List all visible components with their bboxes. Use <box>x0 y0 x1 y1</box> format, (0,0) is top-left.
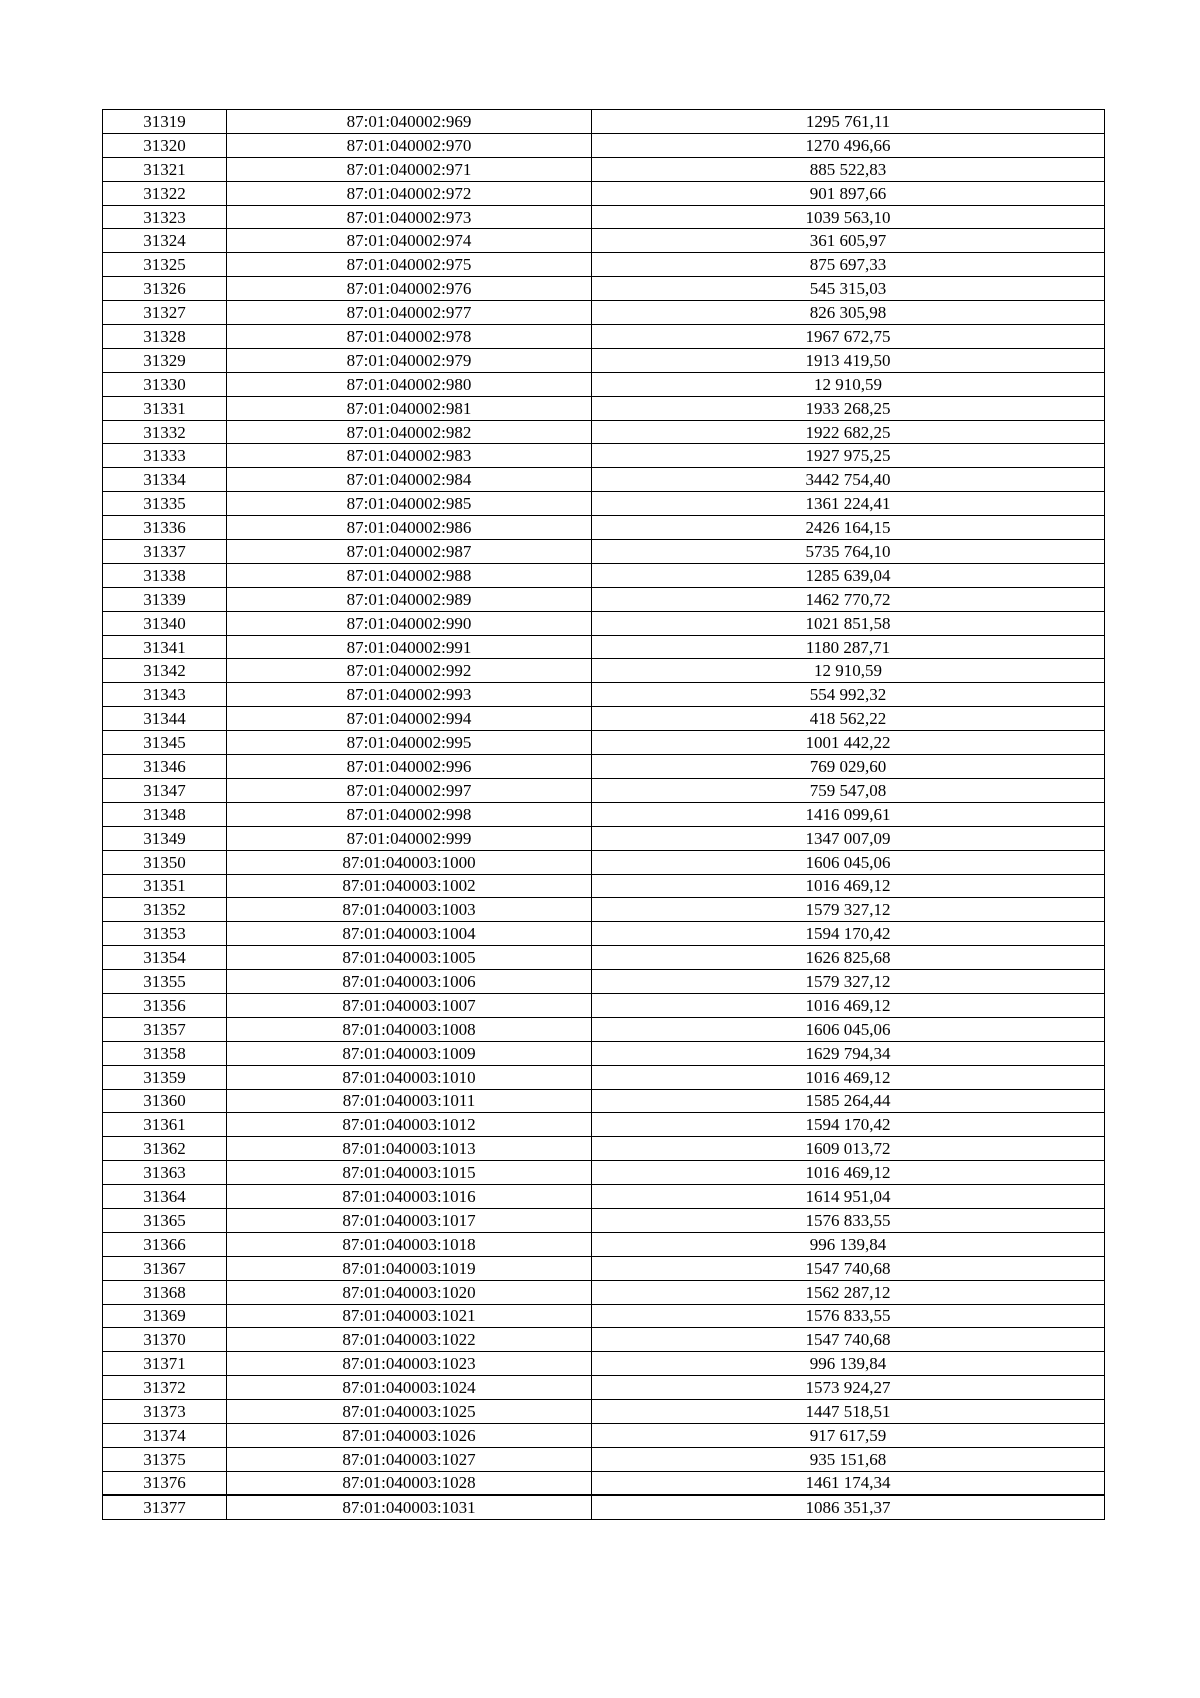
row-number-cell: 31363 <box>103 1161 227 1185</box>
table-row <box>103 181 1105 205</box>
table-row <box>103 396 1105 420</box>
cadastral-number-cell: 87:01:040003:1024 <box>227 1376 592 1400</box>
cadastral-number-cell: 87:01:040003:1003 <box>227 898 592 922</box>
cadastral-value-cell: 885 522,83 <box>592 157 1105 181</box>
row-number-cell: 31336 <box>103 516 227 540</box>
row-number-cell: 31337 <box>103 540 227 564</box>
table-row <box>103 707 1105 731</box>
row-number-cell: 31350 <box>103 850 227 874</box>
table-row <box>103 1423 1105 1447</box>
table-row <box>103 635 1105 659</box>
cadastral-value-cell: 1547 740,68 <box>592 1256 1105 1280</box>
table-row <box>103 1471 1105 1495</box>
row-number-cell: 31332 <box>103 420 227 444</box>
cadastral-number-cell: 87:01:040003:1026 <box>227 1423 592 1447</box>
row-number-cell: 31368 <box>103 1280 227 1304</box>
row-number-cell: 31340 <box>103 611 227 635</box>
cadastral-number-cell: 87:01:040003:1025 <box>227 1400 592 1424</box>
cadastral-number-cell: 87:01:040003:1006 <box>227 970 592 994</box>
cadastral-number-cell: 87:01:040003:1007 <box>227 993 592 1017</box>
cadastral-value-cell: 875 697,33 <box>592 253 1105 277</box>
table-row <box>103 1089 1105 1113</box>
table-row <box>103 516 1105 540</box>
table-row <box>103 922 1105 946</box>
cadastral-number-cell: 87:01:040002:973 <box>227 205 592 229</box>
cadastral-number-cell: 87:01:040002:972 <box>227 181 592 205</box>
row-number-cell: 31342 <box>103 659 227 683</box>
cadastral-value-cell: 1585 264,44 <box>592 1089 1105 1113</box>
table-row <box>103 1232 1105 1256</box>
row-number-cell: 31347 <box>103 778 227 802</box>
table-row <box>103 755 1105 779</box>
row-number-cell: 31330 <box>103 372 227 396</box>
cadastral-value-cell: 361 605,97 <box>592 229 1105 253</box>
cadastral-number-cell: 87:01:040002:998 <box>227 802 592 826</box>
row-number-cell: 31334 <box>103 468 227 492</box>
cadastral-number-cell: 87:01:040003:1015 <box>227 1161 592 1185</box>
cadastral-value-cell: 759 547,08 <box>592 778 1105 802</box>
table-row <box>103 1256 1105 1280</box>
row-number-cell: 31345 <box>103 731 227 755</box>
table-row <box>103 874 1105 898</box>
cadastral-value-cell: 12 910,59 <box>592 659 1105 683</box>
cadastral-value-cell: 1016 469,12 <box>592 1161 1105 1185</box>
cadastral-value-cell: 1579 327,12 <box>592 970 1105 994</box>
cadastral-value-cell: 1606 045,06 <box>592 850 1105 874</box>
row-number-cell: 31343 <box>103 683 227 707</box>
cadastral-number-cell: 87:01:040002:994 <box>227 707 592 731</box>
table-row <box>103 946 1105 970</box>
table-row <box>103 253 1105 277</box>
cadastral-number-cell: 87:01:040002:982 <box>227 420 592 444</box>
table-row <box>103 1280 1105 1304</box>
table-row <box>103 492 1105 516</box>
row-number-cell: 31356 <box>103 993 227 1017</box>
cadastral-number-cell: 87:01:040003:1009 <box>227 1041 592 1065</box>
cadastral-number-cell: 87:01:040002:992 <box>227 659 592 683</box>
cadastral-value-cell: 1416 099,61 <box>592 802 1105 826</box>
cadastral-number-cell: 87:01:040003:1017 <box>227 1208 592 1232</box>
table-row <box>103 1376 1105 1400</box>
table-row <box>103 1041 1105 1065</box>
row-number-cell: 31354 <box>103 946 227 970</box>
cadastral-value-cell: 1967 672,75 <box>592 325 1105 349</box>
table-row <box>103 444 1105 468</box>
table-row <box>103 778 1105 802</box>
cadastral-value-cell: 1001 442,22 <box>592 731 1105 755</box>
cadastral-number-cell: 87:01:040003:1012 <box>227 1113 592 1137</box>
row-number-cell: 31349 <box>103 826 227 850</box>
row-number-cell: 31367 <box>103 1256 227 1280</box>
cadastral-value-cell: 2426 164,15 <box>592 516 1105 540</box>
cadastral-value-cell: 1922 682,25 <box>592 420 1105 444</box>
table-row <box>103 1400 1105 1424</box>
row-number-cell: 31328 <box>103 325 227 349</box>
cadastral-number-cell: 87:01:040002:983 <box>227 444 592 468</box>
table-row <box>103 611 1105 635</box>
row-number-cell: 31346 <box>103 755 227 779</box>
cadastral-number-cell: 87:01:040003:1004 <box>227 922 592 946</box>
table-row <box>103 970 1105 994</box>
cadastral-number-cell: 87:01:040002:974 <box>227 229 592 253</box>
cadastral-number-cell: 87:01:040003:1023 <box>227 1352 592 1376</box>
row-number-cell: 31357 <box>103 1017 227 1041</box>
table-row <box>103 802 1105 826</box>
cadastral-number-cell: 87:01:040002:997 <box>227 778 592 802</box>
table-row <box>103 1352 1105 1376</box>
row-number-cell: 31362 <box>103 1137 227 1161</box>
cadastral-value-table <box>102 109 1105 1520</box>
cadastral-value-cell: 1295 761,11 <box>592 110 1105 134</box>
cadastral-value-cell: 1913 419,50 <box>592 348 1105 372</box>
cadastral-value-cell: 1016 469,12 <box>592 993 1105 1017</box>
row-number-cell: 31352 <box>103 898 227 922</box>
cadastral-number-cell: 87:01:040002:980 <box>227 372 592 396</box>
row-number-cell: 31364 <box>103 1185 227 1209</box>
table-row <box>103 301 1105 325</box>
table-row <box>103 1161 1105 1185</box>
table-row <box>103 1113 1105 1137</box>
table-row <box>103 348 1105 372</box>
row-number-cell: 31344 <box>103 707 227 731</box>
cadastral-value-cell: 1573 924,27 <box>592 1376 1105 1400</box>
table-row <box>103 325 1105 349</box>
cadastral-value-cell: 1447 518,51 <box>592 1400 1105 1424</box>
table-row <box>103 110 1105 134</box>
table-row <box>103 1185 1105 1209</box>
cadastral-number-cell: 87:01:040003:1027 <box>227 1447 592 1471</box>
cadastral-number-cell: 87:01:040003:1022 <box>227 1328 592 1352</box>
cadastral-value-cell: 996 139,84 <box>592 1232 1105 1256</box>
row-number-cell: 31341 <box>103 635 227 659</box>
cadastral-number-cell: 87:01:040003:1028 <box>227 1471 592 1495</box>
row-number-cell: 31359 <box>103 1065 227 1089</box>
row-number-cell: 31361 <box>103 1113 227 1137</box>
cadastral-value-cell: 1576 833,55 <box>592 1304 1105 1328</box>
cadastral-number-cell: 87:01:040003:1008 <box>227 1017 592 1041</box>
cadastral-number-cell: 87:01:040002:970 <box>227 133 592 157</box>
table-row <box>103 157 1105 181</box>
row-number-cell: 31351 <box>103 874 227 898</box>
row-number-cell: 31360 <box>103 1089 227 1113</box>
table-row <box>103 468 1105 492</box>
row-number-cell: 31329 <box>103 348 227 372</box>
cadastral-value-cell: 1461 174,34 <box>592 1471 1105 1495</box>
cadastral-number-cell: 87:01:040003:1016 <box>227 1185 592 1209</box>
cadastral-value-cell: 1927 975,25 <box>592 444 1105 468</box>
table-row <box>103 1065 1105 1089</box>
table-row <box>103 1017 1105 1041</box>
cadastral-number-cell: 87:01:040003:1020 <box>227 1280 592 1304</box>
table-row <box>103 587 1105 611</box>
table-row <box>103 1304 1105 1328</box>
table-row <box>103 659 1105 683</box>
cadastral-value-cell: 1576 833,55 <box>592 1208 1105 1232</box>
cadastral-value-cell: 12 910,59 <box>592 372 1105 396</box>
cadastral-number-cell: 87:01:040002:971 <box>227 157 592 181</box>
cadastral-value-cell: 1016 469,12 <box>592 1065 1105 1089</box>
cadastral-value-cell: 1016 469,12 <box>592 874 1105 898</box>
table-row <box>103 1137 1105 1161</box>
cadastral-value-cell: 1361 224,41 <box>592 492 1105 516</box>
cadastral-value-cell: 1594 170,42 <box>592 922 1105 946</box>
row-number-cell: 31319 <box>103 110 227 134</box>
cadastral-value-cell: 935 151,68 <box>592 1447 1105 1471</box>
row-number-cell: 31339 <box>103 587 227 611</box>
cadastral-value-cell: 1626 825,68 <box>592 946 1105 970</box>
cadastral-value-cell: 769 029,60 <box>592 755 1105 779</box>
cadastral-value-cell: 1609 013,72 <box>592 1137 1105 1161</box>
row-number-cell: 31376 <box>103 1471 227 1495</box>
cadastral-value-cell: 1579 327,12 <box>592 898 1105 922</box>
cadastral-number-cell: 87:01:040003:1021 <box>227 1304 592 1328</box>
table-row <box>103 683 1105 707</box>
cadastral-value-cell: 1039 563,10 <box>592 205 1105 229</box>
table-row <box>103 133 1105 157</box>
cadastral-value-cell: 554 992,32 <box>592 683 1105 707</box>
row-number-cell: 31320 <box>103 133 227 157</box>
cadastral-number-cell: 87:01:040003:1031 <box>227 1495 592 1519</box>
cadastral-value-cell: 917 617,59 <box>592 1423 1105 1447</box>
row-number-cell: 31322 <box>103 181 227 205</box>
row-number-cell: 31335 <box>103 492 227 516</box>
cadastral-value-cell: 1347 007,09 <box>592 826 1105 850</box>
cadastral-number-cell: 87:01:040003:1011 <box>227 1089 592 1113</box>
cadastral-number-cell: 87:01:040002:993 <box>227 683 592 707</box>
cadastral-value-cell: 901 897,66 <box>592 181 1105 205</box>
table-row <box>103 898 1105 922</box>
row-number-cell: 31372 <box>103 1376 227 1400</box>
cadastral-number-cell: 87:01:040002:984 <box>227 468 592 492</box>
table-row <box>103 1328 1105 1352</box>
row-number-cell: 31358 <box>103 1041 227 1065</box>
cadastral-number-cell: 87:01:040002:999 <box>227 826 592 850</box>
cadastral-value-cell: 1547 740,68 <box>592 1328 1105 1352</box>
row-number-cell: 31374 <box>103 1423 227 1447</box>
row-number-cell: 31369 <box>103 1304 227 1328</box>
row-number-cell: 31333 <box>103 444 227 468</box>
cadastral-value-cell: 826 305,98 <box>592 301 1105 325</box>
cadastral-number-cell: 87:01:040003:1002 <box>227 874 592 898</box>
cadastral-value-cell: 1086 351,37 <box>592 1495 1105 1519</box>
row-number-cell: 31331 <box>103 396 227 420</box>
cadastral-value-cell: 1021 851,58 <box>592 611 1105 635</box>
cadastral-value-cell: 545 315,03 <box>592 277 1105 301</box>
table-row <box>103 277 1105 301</box>
cadastral-value-cell: 1562 287,12 <box>592 1280 1105 1304</box>
cadastral-value-cell: 1614 951,04 <box>592 1185 1105 1209</box>
cadastral-value-cell: 1933 268,25 <box>592 396 1105 420</box>
cadastral-number-cell: 87:01:040002:975 <box>227 253 592 277</box>
cadastral-value-cell: 1285 639,04 <box>592 563 1105 587</box>
table-row <box>103 826 1105 850</box>
cadastral-number-cell: 87:01:040002:990 <box>227 611 592 635</box>
cadastral-number-cell: 87:01:040002:986 <box>227 516 592 540</box>
row-number-cell: 31325 <box>103 253 227 277</box>
cadastral-number-cell: 87:01:040003:1000 <box>227 850 592 874</box>
table-row <box>103 1208 1105 1232</box>
cadastral-number-cell: 87:01:040002:981 <box>227 396 592 420</box>
table-row <box>103 229 1105 253</box>
cadastral-value-cell: 5735 764,10 <box>592 540 1105 564</box>
cadastral-number-cell: 87:01:040003:1010 <box>227 1065 592 1089</box>
cadastral-number-cell: 87:01:040002:977 <box>227 301 592 325</box>
cadastral-value-cell: 3442 754,40 <box>592 468 1105 492</box>
row-number-cell: 31323 <box>103 205 227 229</box>
cadastral-value-cell: 996 139,84 <box>592 1352 1105 1376</box>
cadastral-value-cell: 1180 287,71 <box>592 635 1105 659</box>
table-row <box>103 731 1105 755</box>
row-number-cell: 31366 <box>103 1232 227 1256</box>
cadastral-number-cell: 87:01:040002:988 <box>227 563 592 587</box>
row-number-cell: 31375 <box>103 1447 227 1471</box>
row-number-cell: 31324 <box>103 229 227 253</box>
row-number-cell: 31327 <box>103 301 227 325</box>
table-row <box>103 1495 1105 1519</box>
cadastral-value-cell: 1594 170,42 <box>592 1113 1105 1137</box>
cadastral-value-cell: 1462 770,72 <box>592 587 1105 611</box>
row-number-cell: 31373 <box>103 1400 227 1424</box>
row-number-cell: 31355 <box>103 970 227 994</box>
table-row <box>103 563 1105 587</box>
table-row <box>103 850 1105 874</box>
table-row <box>103 205 1105 229</box>
cadastral-number-cell: 87:01:040002:995 <box>227 731 592 755</box>
row-number-cell: 31370 <box>103 1328 227 1352</box>
cadastral-number-cell: 87:01:040003:1005 <box>227 946 592 970</box>
cadastral-number-cell: 87:01:040002:979 <box>227 348 592 372</box>
row-number-cell: 31377 <box>103 1495 227 1519</box>
cadastral-value-cell: 1270 496,66 <box>592 133 1105 157</box>
cadastral-value-cell: 418 562,22 <box>592 707 1105 731</box>
table-body <box>103 110 1105 1520</box>
cadastral-number-cell: 87:01:040002:996 <box>227 755 592 779</box>
cadastral-value-cell: 1629 794,34 <box>592 1041 1105 1065</box>
table-row <box>103 420 1105 444</box>
cadastral-number-cell: 87:01:040002:978 <box>227 325 592 349</box>
row-number-cell: 31321 <box>103 157 227 181</box>
cadastral-number-cell: 87:01:040002:989 <box>227 587 592 611</box>
table-row <box>103 1447 1105 1471</box>
cadastral-value-cell: 1606 045,06 <box>592 1017 1105 1041</box>
row-number-cell: 31326 <box>103 277 227 301</box>
cadastral-number-cell: 87:01:040002:987 <box>227 540 592 564</box>
cadastral-number-cell: 87:01:040003:1013 <box>227 1137 592 1161</box>
row-number-cell: 31338 <box>103 563 227 587</box>
cadastral-number-cell: 87:01:040003:1018 <box>227 1232 592 1256</box>
cadastral-number-cell: 87:01:040003:1019 <box>227 1256 592 1280</box>
table-row <box>103 993 1105 1017</box>
table-row <box>103 372 1105 396</box>
row-number-cell: 31348 <box>103 802 227 826</box>
cadastral-number-cell: 87:01:040002:991 <box>227 635 592 659</box>
cadastral-number-cell: 87:01:040002:976 <box>227 277 592 301</box>
cadastral-number-cell: 87:01:040002:985 <box>227 492 592 516</box>
row-number-cell: 31371 <box>103 1352 227 1376</box>
row-number-cell: 31353 <box>103 922 227 946</box>
row-number-cell: 31365 <box>103 1208 227 1232</box>
cadastral-number-cell: 87:01:040002:969 <box>227 110 592 134</box>
table-row <box>103 540 1105 564</box>
